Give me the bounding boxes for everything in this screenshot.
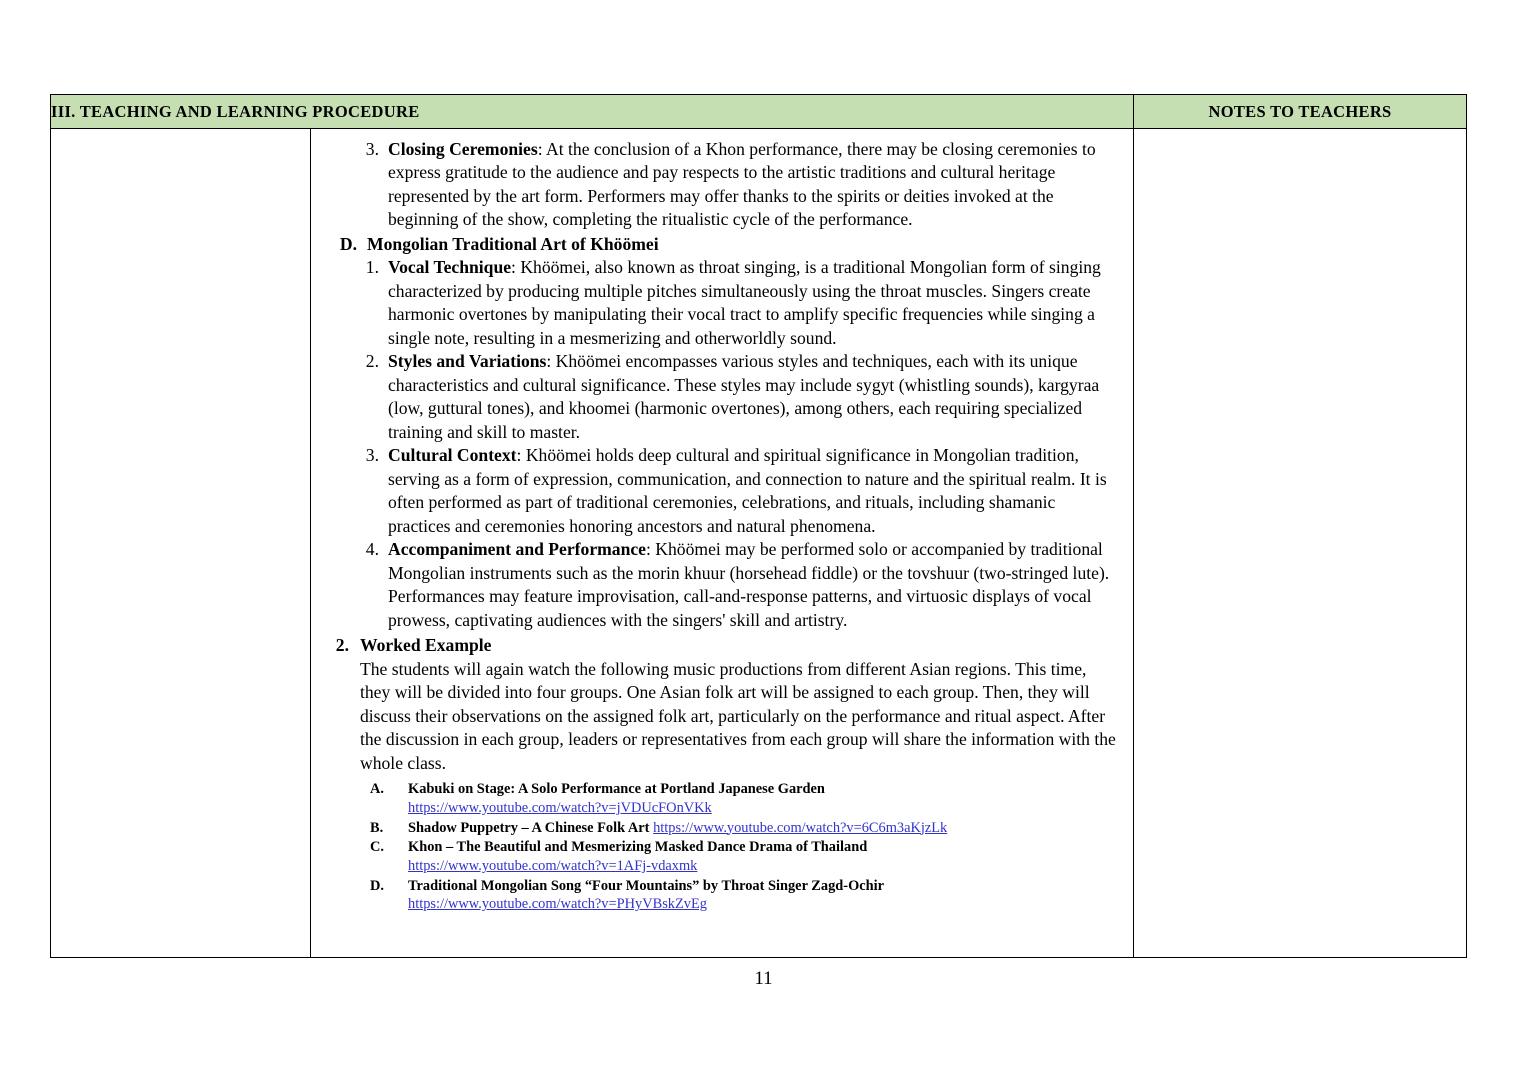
list-item-lead: Closing Ceremonies	[388, 139, 538, 159]
table-header-row	[51, 95, 1467, 129]
list-item-vocal-technique	[353, 256, 1117, 350]
left-spacer-cell	[51, 129, 311, 958]
worked-example-paragraph: The students will again watch the following music productions from different Asian regions. This time, they will be divided into four groups. One Asian folk art will be assigned to each group. Then, they will discuss their observations on the assigned folk art, particularly on the performance and ritual aspect. After the discussion in each group, leaders or representatives from each group will share the information with the whole class.	[360, 658, 1116, 773]
list-item-styles-and-variations	[353, 350, 1117, 444]
list-marker: 2.	[365, 351, 379, 372]
video-links-list	[370, 780, 1117, 914]
list-marker: 1.	[365, 257, 379, 278]
link-marker: B.	[370, 819, 384, 836]
teaching-procedure-table	[50, 94, 1467, 958]
page-number: 11	[754, 968, 773, 989]
list-item-body: : Khöömei may be performed solo or accompanied by traditional Mongolian instruments such as the morin khuur (horsehead fiddle) or the tovshuur (two-stringed lute). Performances may feature improvisation, call-and-response patterns, and virtuosic displays of vocal prowess, captivating audiences with the singers' skill and artistry.	[388, 539, 1110, 630]
list-item-lead: Cultural Context	[388, 445, 517, 466]
list-marker: 3.	[365, 445, 379, 466]
link-marker: D.	[370, 877, 384, 894]
procedure-content-cell	[311, 129, 1134, 958]
link-marker: A.	[370, 781, 384, 798]
list-item-body: : Khöömei, also known as throat singing, is a traditional Mongolian form of singing characterized by producing multiple pitches simultaneously using the throat muscles. Singers create harmonic overtones by manipulating their vocal tract to amplify specific frequencies while singing a single note, resulting in a mesmerizing and otherworldly sound.	[388, 257, 1101, 348]
video-link-item-c	[370, 838, 1117, 875]
procedure-content	[311, 129, 1133, 919]
section-marker: D.	[339, 233, 357, 254]
section-marker: 2.	[335, 635, 349, 656]
video-link-url[interactable]: https://www.youtube.com/watch?v=PHyVBskZvEg	[408, 896, 707, 913]
header-teaching-and-learning-procedure: III. TEACHING AND LEARNING PROCEDURE	[51, 95, 1134, 129]
video-link-title: Khon – The Beautiful and Mesmerizing Masked Dance Drama of Thailand	[408, 839, 868, 856]
list-item-lead: Accompaniment and Performance	[388, 539, 646, 560]
video-link-item-d	[370, 877, 1117, 914]
video-link-url[interactable]: https://www.youtube.com/watch?v=6C6m3aKjzLk	[653, 819, 948, 836]
list-marker: 3.	[365, 139, 379, 159]
link-marker: C.	[370, 839, 384, 856]
section-title: Worked Example	[360, 635, 492, 656]
list-item-text	[388, 444, 1117, 538]
list-item-body: : Khöömei holds deep cultural and spiritual significance in Mongolian tradition, serving as a form of expression, communication, and connection to nature and the spiritual realm. It is often performed as part of traditional ceremonies, celebrations, and rituals, including shamanic practices and ceremonies honoring ancestors and natural phenomena.	[388, 445, 1107, 536]
section-worked-example	[325, 634, 1117, 657]
header-notes-to-teachers: NOTES TO TEACHERS	[1134, 95, 1467, 129]
section-title: Mongolian Traditional Art of Khöömei	[367, 233, 659, 254]
notes-to-teachers-body	[1134, 129, 1466, 142]
video-link-title: Kabuki on Stage: A Solo Performance at Portland Japanese Garden	[408, 781, 825, 798]
list-item-closing-ceremonies	[353, 138, 1117, 232]
list-item-lead: Vocal Technique	[388, 257, 512, 278]
video-link-title: Traditional Mongolian Song “Four Mountains” by Throat Singer Zagd-Ochir	[408, 877, 885, 894]
list-item-text	[388, 256, 1117, 350]
section-d-mongolian-khoomei	[333, 233, 1117, 256]
video-link-url[interactable]: https://www.youtube.com/watch?v=1AFj-vdaxmk	[408, 857, 698, 874]
video-link-title: Shadow Puppetry – A Chinese Folk Art	[408, 819, 650, 836]
video-link-item-b	[370, 819, 1117, 838]
notes-to-teachers-cell	[1134, 129, 1467, 958]
list-item-body: : Khöömei encompasses various styles and techniques, each with its unique characteristics and cultural significance. These styles may include sygyt (whistling sounds), kargyraa (low, guttural tones), and khoomei (harmonic overtones), among others, each requiring specialized training and skill to master.	[388, 351, 1100, 442]
list-item-lead: Styles and Variations	[388, 351, 547, 372]
list-item-text	[388, 138, 1117, 232]
list-item-body: : At the conclusion of a Khon performance, there may be closing ceremonies to express gratitude to the audience and pay respects to the artistic traditions and cultural heritage represented by the art form. Performers may offer thanks to the spirits or deities invoked at the beginning of the show, completing the ritualistic cycle of the performance.	[388, 139, 1096, 230]
list-item-text	[388, 350, 1117, 444]
list-marker: 4.	[365, 539, 379, 560]
table-body-row	[51, 129, 1467, 958]
video-link-url[interactable]: https://www.youtube.com/watch?v=jVDUcFOnVKk	[408, 799, 712, 816]
list-item-cultural-context	[353, 444, 1117, 538]
list-item-accompaniment-and-performance	[353, 538, 1117, 632]
video-link-item-a	[370, 780, 1117, 817]
list-item-text	[388, 538, 1117, 632]
